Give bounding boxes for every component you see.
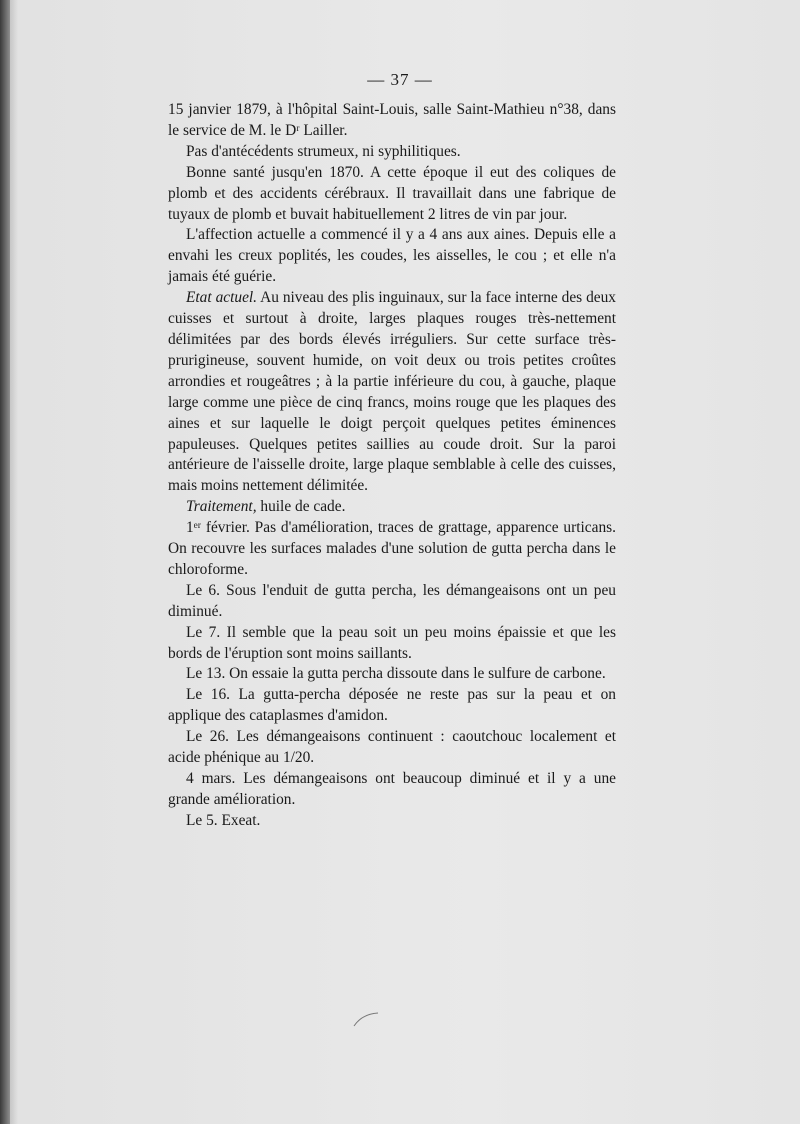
paragraph: Bonne santé jusqu'en 1870. A cette époque il eut des coliques de plomb et des accidents cérébraux. Il travaillait dans une fabrique de tuyaux de plomb et buvait habituellement 2 litres de vin par jour.: [168, 163, 616, 223]
paragraph: Pas d'antécédents strumeux, ni syphilitiques.: [186, 142, 461, 160]
paragraph: Le 13. On essaie la gutta percha dissoute dans le sulfure de carbone.: [186, 665, 606, 683]
page-number: — 37 —: [367, 70, 433, 89]
paragraph: Etat actuel. Au niveau des plis inguinaux, sur la face interne des deux cuisses et surtout à droite, larges plaques rouges très-nettement délimitées par des bords élevés irréguliers. Sur cette surface très-prurigineuse, souvent humide, on voit deux ou trois petites croûtes arrondies et rougeâtres ; à la partie inférieure du cou, à gauche, plaque large comme une pièce de cinq francs, moins rouge que les plaques des aines et sur laquelle le doigt perçoit quelques petites éminences papuleuses. Quelques petites saillies au coude droit. Sur la paroi antérieure de l'aisselle droite, large plaque semblable à celle des cuisses, mais moins nettement délimitée.: [168, 289, 616, 495]
paragraph: L'affection actuelle a commencé il y a 4 ans aux aines. Depuis elle a envahi les creux poplités, les coudes, les aisselles, le cou ; et elle n'a jamais été guérie.: [168, 226, 616, 286]
paragraph: Traitement, huile de cade.: [186, 498, 346, 516]
paragraph: Le 7. Il semble que la peau soit un peu moins épaissie et que les bords de l'éruption sont moins saillants.: [168, 623, 616, 662]
paragraph: 4 mars. Les démangeaisons ont beaucoup diminué et il y a une grande amélioration.: [168, 770, 616, 808]
paragraph: Le 6. Sous l'enduit de gutta percha, les démangeaisons ont un peu diminué.: [168, 581, 616, 620]
paragraph: 1ᵉʳ février. Pas d'amélioration, traces de grattage, apparence urticans. On recouvre les surfaces malades d'une solution de gutta percha dans le chloroforme.: [168, 519, 616, 578]
paragraph-lead: Etat actuel.: [186, 289, 258, 307]
book-gutter-shadow: [0, 0, 10, 1124]
paragraph: 15 janvier 1879, à l'hôpital Saint-Louis, salle Saint-Mathieu n°38, dans le service de M. le Dʳ Lailler.: [168, 101, 616, 139]
paragraph-lead: Traitement,: [186, 498, 257, 516]
paragraph: Le 5. Exeat.: [186, 811, 261, 829]
ink-mark: [352, 1010, 382, 1030]
body-text: [168, 100, 616, 832]
paragraph: Le 26. Les démangeaisons continuent : caoutchouc localement et acide phénique au 1/20.: [168, 728, 616, 767]
paragraph: Le 16. La gutta-percha déposée ne reste pas sur la peau et on applique des cataplasmes d'amidon.: [168, 686, 616, 725]
